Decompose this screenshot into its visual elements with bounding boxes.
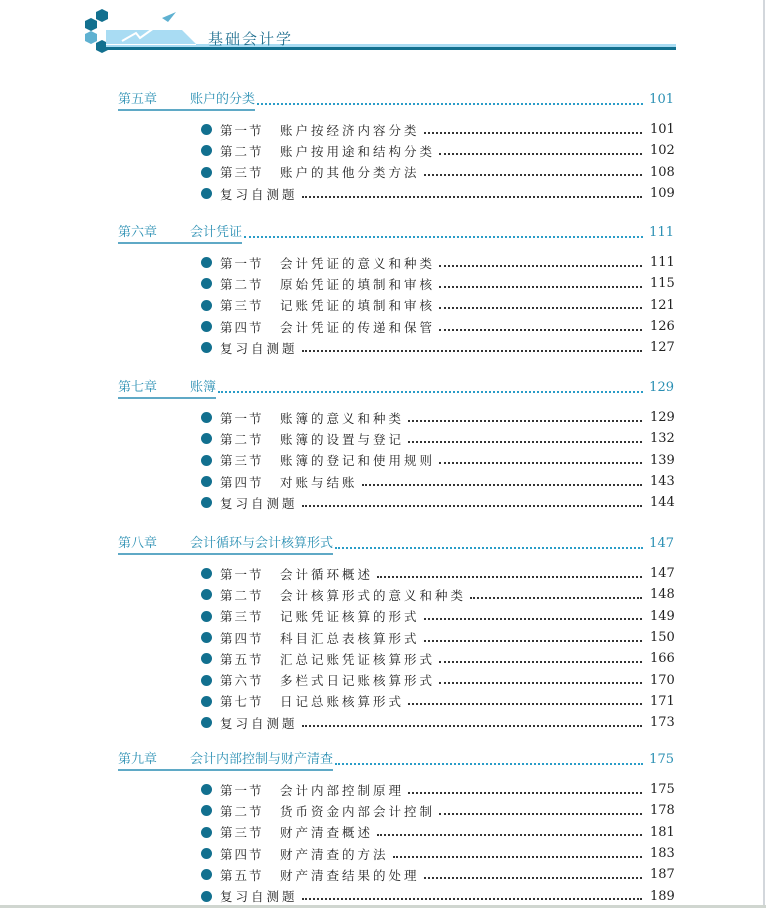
bullet-icon bbox=[201, 891, 212, 902]
chapter-title: 账簿 bbox=[190, 380, 217, 395]
section-page-number: 166 bbox=[650, 651, 675, 667]
section-entry[interactable] bbox=[201, 779, 674, 800]
chapter-page-number: 111 bbox=[649, 225, 674, 240]
section-title: 财产清查概述 bbox=[280, 825, 374, 841]
section-number: 第二节 bbox=[220, 803, 264, 819]
section-title: 财产清查结果的处理 bbox=[280, 867, 420, 883]
dot-leader bbox=[393, 856, 642, 858]
section-number: 第七节 bbox=[220, 694, 264, 710]
dot-leader bbox=[424, 618, 642, 620]
bullet-icon bbox=[201, 188, 212, 199]
dot-leader bbox=[408, 792, 642, 794]
section-number: 第四节 bbox=[220, 846, 264, 862]
dot-leader bbox=[377, 576, 642, 578]
section-entry[interactable] bbox=[201, 648, 674, 669]
section-page-number: 126 bbox=[650, 319, 675, 335]
dot-leader bbox=[439, 153, 642, 155]
book-title: 基础会计学 bbox=[208, 30, 294, 48]
section-number: 第三节 bbox=[220, 165, 264, 181]
dot-leader bbox=[244, 236, 643, 238]
section-number: 第三节 bbox=[220, 609, 264, 625]
dot-leader bbox=[439, 462, 642, 464]
section-list bbox=[118, 407, 674, 513]
section-page-number: 148 bbox=[650, 587, 675, 603]
chapter-title: 会计循环与会计核算形式 bbox=[190, 536, 334, 551]
section-number: 第一节 bbox=[220, 782, 264, 798]
dot-leader bbox=[257, 103, 643, 105]
dot-leader bbox=[302, 725, 642, 727]
section-title: 账簿的登记和使用规则 bbox=[280, 453, 436, 469]
section-page-number: 115 bbox=[650, 276, 675, 292]
bullet-icon bbox=[201, 278, 212, 289]
section-entry[interactable] bbox=[201, 140, 674, 161]
bullet-icon bbox=[201, 717, 212, 728]
chapter-page-number: 147 bbox=[649, 536, 674, 551]
section-title: 多栏式日记账核算形式 bbox=[280, 673, 436, 689]
section-page-number: 147 bbox=[650, 566, 675, 582]
section-page-number: 139 bbox=[650, 452, 675, 468]
section-number: 第六节 bbox=[220, 673, 264, 689]
section-entry[interactable] bbox=[201, 563, 674, 584]
chapter-heading[interactable] bbox=[118, 536, 333, 555]
section-number: 第三节 bbox=[220, 453, 264, 469]
page-edge-right bbox=[763, 0, 765, 908]
dot-leader bbox=[335, 763, 643, 765]
section-number: 第四节 bbox=[220, 630, 264, 646]
section-page-number: 187 bbox=[650, 867, 675, 883]
bullet-icon bbox=[201, 784, 212, 795]
section-entry[interactable] bbox=[201, 822, 674, 843]
bullet-icon bbox=[201, 848, 212, 859]
section-list bbox=[118, 563, 674, 733]
section-title: 复习自测题 bbox=[220, 715, 298, 731]
dot-leader bbox=[439, 329, 642, 331]
bullet-icon bbox=[201, 827, 212, 838]
section-number: 第五节 bbox=[220, 651, 264, 667]
bullet-icon bbox=[201, 476, 212, 487]
section-title: 财产清查的方法 bbox=[280, 846, 389, 862]
chapter-title: 账户的分类 bbox=[190, 92, 256, 107]
section-title: 原始凭证的填制和审核 bbox=[280, 276, 436, 292]
chapter-number: 第八章 bbox=[118, 536, 158, 551]
bullet-icon bbox=[201, 653, 212, 664]
section-number: 第二节 bbox=[220, 276, 264, 292]
section-number: 第一节 bbox=[220, 410, 264, 426]
section-title: 记账凭证的填制和审核 bbox=[280, 298, 436, 314]
section-title: 账户按经济内容分类 bbox=[280, 122, 420, 138]
dot-leader bbox=[439, 286, 642, 288]
section-entry[interactable] bbox=[201, 316, 674, 337]
section-page-number: 149 bbox=[650, 608, 675, 624]
section-entry[interactable] bbox=[201, 162, 674, 183]
section-number: 第一节 bbox=[220, 255, 264, 271]
bullet-icon bbox=[201, 300, 212, 311]
header-decoration-icon bbox=[84, 8, 676, 54]
chapter-number: 第六章 bbox=[118, 225, 158, 240]
bullet-icon bbox=[201, 497, 212, 508]
section-page-number: 175 bbox=[650, 782, 675, 798]
dot-leader bbox=[362, 484, 642, 486]
bullet-icon bbox=[201, 805, 212, 816]
section-entry[interactable] bbox=[201, 428, 674, 449]
section-title: 货币资金内部会计控制 bbox=[280, 803, 436, 819]
chapter-number: 第五章 bbox=[118, 92, 158, 107]
bullet-icon bbox=[201, 342, 212, 353]
section-number: 第五节 bbox=[220, 867, 264, 883]
dot-leader bbox=[424, 640, 642, 642]
section-page-number: 189 bbox=[650, 888, 675, 904]
chapter-entry[interactable] bbox=[118, 89, 674, 111]
bullet-icon bbox=[201, 124, 212, 135]
section-number: 第二节 bbox=[220, 143, 264, 159]
section-number: 第一节 bbox=[220, 566, 264, 582]
section-page-number: 150 bbox=[650, 630, 675, 646]
section-entry[interactable] bbox=[201, 295, 674, 316]
section-title: 账户的其他分类方法 bbox=[280, 165, 420, 181]
section-page-number: 183 bbox=[650, 846, 675, 862]
chapter-number: 第九章 bbox=[118, 752, 158, 767]
section-entry[interactable] bbox=[201, 691, 674, 712]
section-entry[interactable] bbox=[201, 584, 674, 605]
bullet-icon bbox=[201, 632, 212, 643]
section-page-number: 108 bbox=[650, 164, 675, 180]
dot-leader bbox=[408, 441, 642, 443]
bullet-icon bbox=[201, 167, 212, 178]
dot-leader bbox=[424, 132, 642, 134]
dot-leader bbox=[377, 834, 642, 836]
section-page-number: 111 bbox=[650, 255, 675, 271]
section-entry[interactable] bbox=[201, 471, 674, 492]
section-title: 会计凭证的意义和种类 bbox=[280, 255, 436, 271]
section-title: 对账与结账 bbox=[280, 474, 358, 490]
section-entry[interactable] bbox=[201, 492, 674, 513]
section-page-number: 143 bbox=[650, 474, 675, 490]
bullet-icon bbox=[201, 455, 212, 466]
section-entry[interactable] bbox=[201, 183, 674, 204]
dot-leader bbox=[302, 350, 642, 352]
dot-leader bbox=[439, 682, 642, 684]
dot-leader bbox=[439, 661, 642, 663]
section-entry[interactable] bbox=[201, 252, 674, 273]
chapter-heading[interactable] bbox=[118, 752, 333, 771]
bullet-icon bbox=[201, 433, 212, 444]
chapter-entry[interactable] bbox=[118, 222, 674, 244]
page-header bbox=[84, 8, 676, 54]
chapter-title: 会计内部控制与财产清查 bbox=[190, 752, 334, 767]
chapter-block bbox=[118, 533, 674, 733]
section-title: 复习自测题 bbox=[220, 495, 298, 511]
section-page-number: 121 bbox=[650, 297, 675, 313]
section-entry[interactable] bbox=[201, 669, 674, 690]
bullet-icon bbox=[201, 696, 212, 707]
section-number: 第四节 bbox=[220, 474, 264, 490]
chapter-entry[interactable] bbox=[118, 749, 674, 771]
section-page-number: 171 bbox=[650, 693, 675, 709]
section-entry[interactable] bbox=[201, 864, 674, 885]
dot-leader bbox=[302, 898, 642, 900]
section-title: 账簿的设置与登记 bbox=[280, 431, 405, 447]
section-title: 账户按用途和结构分类 bbox=[280, 143, 436, 159]
section-title: 会计凭证的传递和保管 bbox=[280, 319, 436, 335]
section-title: 日记总账核算形式 bbox=[280, 694, 405, 710]
section-page-number: 181 bbox=[650, 824, 675, 840]
chapter-block bbox=[118, 222, 674, 358]
section-list bbox=[118, 119, 674, 204]
section-entry[interactable] bbox=[201, 843, 674, 864]
section-title: 账簿的意义和种类 bbox=[280, 410, 405, 426]
section-page-number: 132 bbox=[650, 431, 675, 447]
section-title: 会计循环概述 bbox=[280, 566, 374, 582]
chapter-heading[interactable] bbox=[118, 225, 242, 244]
section-entry[interactable] bbox=[201, 407, 674, 428]
section-page-number: 109 bbox=[650, 186, 675, 202]
section-entry[interactable] bbox=[201, 885, 674, 906]
bullet-icon bbox=[201, 869, 212, 880]
dot-leader bbox=[408, 703, 642, 705]
bullet-icon bbox=[201, 412, 212, 423]
chapter-block bbox=[118, 749, 674, 907]
section-title: 汇总记账凭证核算形式 bbox=[280, 651, 436, 667]
bullet-icon bbox=[201, 257, 212, 268]
dot-leader bbox=[470, 597, 642, 599]
chapter-heading[interactable] bbox=[118, 380, 216, 399]
section-page-number: 101 bbox=[650, 122, 675, 138]
section-page-number: 173 bbox=[650, 715, 675, 731]
section-page-number: 127 bbox=[650, 340, 675, 356]
chapter-page-number: 101 bbox=[649, 92, 674, 107]
section-entry[interactable] bbox=[201, 450, 674, 471]
bullet-icon bbox=[201, 145, 212, 156]
dot-leader bbox=[335, 547, 643, 549]
dot-leader bbox=[424, 174, 642, 176]
section-title: 会计核算形式的意义和种类 bbox=[280, 587, 467, 603]
chapter-title: 会计凭证 bbox=[190, 225, 243, 240]
dot-leader bbox=[424, 877, 642, 879]
section-entry[interactable] bbox=[201, 627, 674, 648]
chapter-entry[interactable] bbox=[118, 377, 674, 399]
section-entry[interactable] bbox=[201, 337, 674, 358]
dot-leader bbox=[218, 391, 643, 393]
dot-leader bbox=[439, 813, 642, 815]
section-title: 科目汇总表核算形式 bbox=[280, 630, 420, 646]
chapter-number: 第七章 bbox=[118, 380, 158, 395]
section-entry[interactable] bbox=[201, 606, 674, 627]
bullet-icon bbox=[201, 568, 212, 579]
section-number: 第二节 bbox=[220, 431, 264, 447]
section-entry[interactable] bbox=[201, 800, 674, 821]
section-page-number: 129 bbox=[650, 410, 675, 426]
chapter-heading[interactable] bbox=[118, 92, 255, 111]
section-title: 复习自测题 bbox=[220, 340, 298, 356]
dot-leader bbox=[439, 307, 642, 309]
chapter-block bbox=[118, 89, 674, 204]
section-entry[interactable] bbox=[201, 712, 674, 733]
dot-leader bbox=[302, 505, 642, 507]
bullet-icon bbox=[201, 589, 212, 600]
section-title: 记账凭证核算的形式 bbox=[280, 609, 420, 625]
dot-leader bbox=[439, 265, 642, 267]
section-list bbox=[118, 779, 674, 907]
section-list bbox=[118, 252, 674, 358]
section-number: 第四节 bbox=[220, 319, 264, 335]
chapter-block bbox=[118, 377, 674, 513]
section-number: 第三节 bbox=[220, 825, 264, 841]
section-page-number: 170 bbox=[650, 672, 675, 688]
section-title: 会计内部控制原理 bbox=[280, 782, 405, 798]
chapter-page-number: 129 bbox=[649, 380, 674, 395]
dot-leader bbox=[302, 196, 642, 198]
bullet-icon bbox=[201, 611, 212, 622]
section-page-number: 144 bbox=[650, 495, 675, 511]
chapter-entry[interactable] bbox=[118, 533, 674, 555]
bullet-icon bbox=[201, 675, 212, 686]
section-title: 复习自测题 bbox=[220, 186, 298, 202]
section-entry[interactable] bbox=[201, 119, 674, 140]
section-number: 第三节 bbox=[220, 298, 264, 314]
section-number: 第一节 bbox=[220, 122, 264, 138]
section-entry[interactable] bbox=[201, 273, 674, 294]
section-page-number: 102 bbox=[650, 143, 675, 159]
chapter-page-number: 175 bbox=[649, 752, 674, 767]
section-number: 第二节 bbox=[220, 587, 264, 603]
dot-leader bbox=[408, 420, 642, 422]
section-page-number: 178 bbox=[650, 803, 675, 819]
section-title: 复习自测题 bbox=[220, 889, 298, 905]
bullet-icon bbox=[201, 321, 212, 332]
